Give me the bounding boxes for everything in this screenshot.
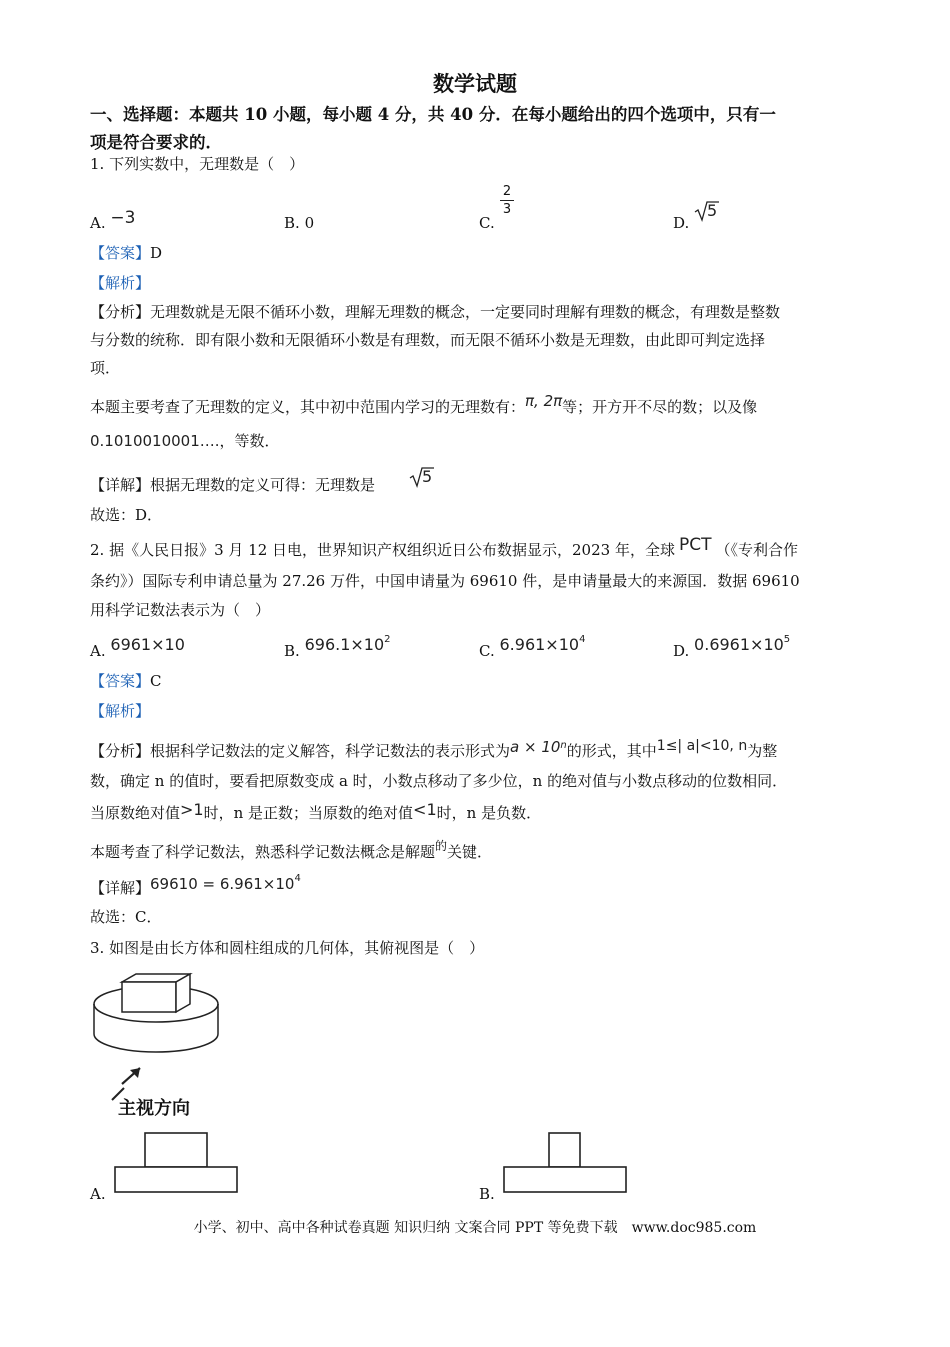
q2-option-b-label: B. [284, 642, 300, 660]
q2-conclusion: 故选：C． [90, 908, 162, 926]
q3-option-a-label: A. [90, 1185, 106, 1203]
q1-answer [90, 243, 162, 263]
q1-note-line2 [90, 431, 280, 451]
q2-fenxi-line3-a: 当原数绝对值 [90, 804, 181, 822]
q2-note-text-a: 本题考查了科学记数法，熟悉科学记数法概念是解题 [90, 843, 436, 861]
page-title: 数学试题 [433, 71, 517, 96]
q2-stem-line1 [90, 535, 798, 560]
q2-option-c-base: 6.961×10 [499, 635, 580, 654]
q1-option-a-value: −3 [110, 208, 136, 228]
q1-detail-text: 根据无理数的定义可得：无理数是 [150, 476, 376, 494]
q2-option-d-exp: 5 [783, 634, 791, 645]
q1-analysis-tag: 【解析】 [90, 274, 151, 292]
q1-note-line1 [90, 392, 758, 417]
q3-option-a-figure [113, 1131, 241, 1195]
q2-fenxi-text-c: 为整 [747, 742, 778, 760]
q2-option-c-label: C. [479, 642, 495, 660]
q2-stem-text-b: （《专利合作 [715, 541, 798, 559]
q1-note-text-b: 等；开方开不尽的数；以及像 [562, 398, 758, 416]
q2-detail-tag: 【详解】 [90, 879, 151, 897]
q1-note-text-c: ，等数． [219, 432, 280, 450]
q1-conclusion: 故选：D． [90, 506, 163, 524]
q2-option-b-base: 696.1×10 [304, 635, 385, 654]
q1-option-b-value: 0 [304, 214, 315, 232]
q2-fenxi-line3 [90, 800, 542, 823]
q2-fenxi-math-range: 1≤| a|<10, n [656, 738, 748, 754]
q1-fenxi-line1 [90, 302, 780, 322]
q1-fenxi-line2: 与分数的统称．即有限小数和无限循环小数是有理数，而无限不循环小数是无理数，由此即可判定选择 [90, 331, 766, 349]
section-heading-line2: 项是符合要求的． [90, 133, 222, 152]
q1-option-c-numerator: 2 [502, 184, 512, 199]
q1-option-a-label: A. [90, 214, 106, 232]
q1-option-b-label: B. [284, 214, 300, 232]
q2-fenxi-math-a10: a × 10 [510, 738, 561, 756]
q1-fenxi-text1: 无理数就是无限不循环小数，理解无理数的概念，一定要同时理解有理数的概念，有理数是整数 [150, 303, 781, 321]
q1-option-d-label: D. [673, 214, 690, 232]
q2-note-de: 的 [435, 839, 448, 853]
q2-fenxi-gt1: >1 [180, 800, 204, 819]
q3-stem: 3. 如图是由长方体和圆柱组成的几何体，其俯视图是（ ） [90, 939, 485, 957]
q1-note-math-decimal: 0.1010010001…. [90, 432, 220, 450]
q2-note-text-b: 关键． [447, 843, 493, 861]
q1-fenxi-line3: 项． [90, 359, 121, 377]
q1-option-a [90, 208, 136, 233]
q1-option-b [284, 213, 314, 233]
q2-detail [90, 873, 301, 901]
q2-fenxi-line3-c: 时，n 是负数． [436, 804, 542, 822]
q2-detail-exp: 4 [294, 873, 301, 884]
q2-stem-line2: 条约》）国际专利申请总量为 27.26 万件，中国申请量为 69610 件，是申请量最大的来源国．数据 69610 [90, 572, 800, 590]
q2-option-c-exp: 4 [579, 634, 586, 645]
q1-detail [90, 475, 375, 495]
q3-figure-label: 主视方向 [118, 1098, 190, 1119]
footer-text: 小学、初中、高中各种试卷真题 知识归纳 文案合同 PPT 等免费下载 www.doc985.com [193, 1220, 757, 1236]
q1-option-c-denominator: 3 [502, 202, 512, 217]
q2-option-c [479, 634, 586, 664]
q2-answer [90, 671, 162, 691]
q2-fenxi-lt1: <1 [413, 800, 437, 819]
q1-option-d-value: 5 [707, 201, 718, 220]
q2-note [90, 839, 493, 863]
q3-option-b-label: B. [479, 1185, 495, 1203]
q2-fenxi-text-a: 根据科学记数法的定义解答，科学记数法的表示形式为 [150, 742, 511, 760]
q2-stem-line3: 用科学记数法表示为（ ） [90, 601, 271, 619]
q2-answer-value: C [150, 672, 162, 690]
q2-fenxi-line3-b: 时，n 是正数；当原数的绝对值 [203, 804, 414, 822]
q3-option-b-figure [502, 1131, 630, 1195]
q2-analysis-tag: 【解析】 [90, 702, 151, 720]
q1-note-math-pi: π, 2π [525, 392, 563, 410]
q2-option-d-base: 0.6961×10 [694, 635, 784, 654]
q1-detail-tag: 【详解】 [90, 476, 151, 494]
q2-option-b [284, 634, 391, 664]
section-heading-line1: 一、选择题：本题共 10 小题，每小题 4 分，共 40 分．在每小题给出的四个选项中，只有一 [90, 105, 776, 124]
q2-option-d-label: D. [673, 642, 690, 660]
q1-option-c-label: C. [479, 214, 495, 232]
q2-fenxi-tag: 【分析】 [90, 742, 151, 760]
q1-detail-math: 5 [422, 467, 433, 486]
q1-note-text-a: 本题主要考查了无理数的定义，其中初中范围内学习的无理数有： [90, 398, 526, 416]
q2-stem-pct: PCT [678, 535, 712, 555]
q2-fenxi-text-b: 的形式，其中 [566, 742, 657, 760]
q2-option-a [90, 635, 185, 661]
q1-fenxi-tag: 【分析】 [90, 303, 151, 321]
q2-answer-tag: 【答案】 [90, 672, 151, 690]
q2-detail-math: 69610 = 6.961×10 [150, 875, 295, 893]
q2-stem-text-a: 2. 据《人民日报》3 月 12 日电，世界知识产权组织近日公布数据显示，2023 年，全球 [90, 541, 675, 559]
q1-answer-value: D [150, 244, 163, 262]
q2-fenxi-line1 [90, 738, 778, 764]
q2-option-d [673, 634, 791, 664]
q1-option-c-fraction [500, 184, 514, 217]
q1-stem: 1. 下列实数中，无理数是（ ） [90, 155, 305, 173]
q2-option-a-value: 6961×10 [110, 635, 185, 654]
q2-option-a-label: A. [90, 642, 106, 660]
q2-fenxi-math-exp: n [560, 740, 567, 751]
q1-answer-tag: 【答案】 [90, 244, 151, 262]
q2-fenxi-line2: 数，确定 n 的值时，要看把原数变成 a 时，小数点移动了多少位，n 的绝对值与小数点移动的位数相同． [90, 772, 788, 790]
q2-option-b-exp: 2 [384, 634, 391, 645]
